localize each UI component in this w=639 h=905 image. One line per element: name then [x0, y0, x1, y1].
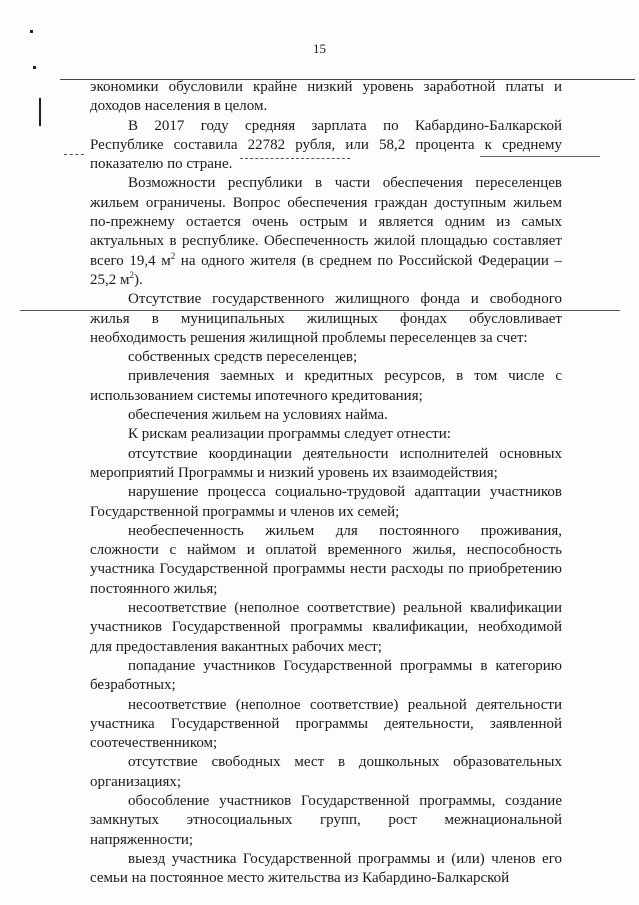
paragraph — [90, 174, 562, 290]
list-item: обеспечения жильем на условиях найма. — [128, 407, 388, 424]
paragraph-text: ). — [134, 271, 143, 288]
list-item: обособление участников Государственной программы, создание замкнутых этносоциальных групп, рост межнациональной напряженности; — [90, 792, 562, 848]
paragraph: экономики обусловили крайне низкий уровень заработной платы и доходов населения в целом. — [90, 79, 562, 115]
list-item: попадание участников Государственной программы в категорию безработных; — [90, 657, 562, 694]
scan-speck — [30, 30, 33, 33]
list-item: несоответствие (неполное соответствие) реальной квалификации участников Государственной программы квалификации, необходимой для предоставления вакантных рабочих мест; — [90, 600, 562, 655]
list-item: собственных средств переселенцев; — [128, 349, 358, 366]
list-item: необеспеченность жильем для постоянного проживания, сложности с наймом и оплатой временного жилья, неспособность участника Государственной программы нести расходы по приобретению постоянного жилья; — [90, 522, 562, 597]
list-item: привлечения заемных и кредитных ресурсов, в том числе с использованием системы ипотечного кредитования; — [90, 368, 562, 404]
superscript: 2 — [170, 250, 176, 261]
scan-speck — [33, 66, 36, 69]
scan-margin-bar — [39, 98, 41, 126]
document-body — [90, 78, 562, 888]
paragraph-text: Возможности республики в части обеспечения переселенцев жильем ограничены. Вопрос обеспечения граждан доступным жильем по-прежнему остается очень острым и является одним из самых актуальных в республике. Обеспеченность жилой площадью составляет всего 19,4 м — [90, 175, 562, 269]
list-item: выезд участника Государственной программы и (или) членов его семьи на постоянное место жительства из Кабардино-Балкарской — [90, 850, 562, 887]
paragraph-text: на одного жителя (в среднем по Российской Федерации – 25,2 м — [90, 252, 562, 288]
paragraph: Отсутствие государственного жилищного фонда и свободного жилья в муниципальных жилищных фондах обусловливает необходимость решения жилищной проблемы переселенцев за счет: — [90, 291, 562, 346]
list-item: несоответствие (неполное соответствие) реальной деятельности участника Государственной программы деятельности, заявленной соотечественником; — [90, 696, 562, 752]
list-item: отсутствие свободных мест в дошкольных образовательных организациях; — [90, 754, 562, 790]
list-item: отсутствие координации деятельности исполнителей основных мероприятий Программы и низкий уровень их взаимодействия; — [90, 445, 562, 481]
list-item: нарушение процесса социально-трудовой адаптации участников Государственной программы и членов их семей; — [90, 484, 562, 520]
page-number: 15 — [313, 41, 326, 56]
paragraph: К рискам реализации программы следует отнести: — [128, 426, 451, 443]
scan-dash-line — [64, 154, 84, 155]
superscript: 2 — [129, 269, 134, 280]
paragraph: В 2017 году средняя зарплата по Кабардино-Балкарской Республике составила 22782 рубля, или 58,2 процента к среднему показателю по стране. — [90, 117, 562, 173]
